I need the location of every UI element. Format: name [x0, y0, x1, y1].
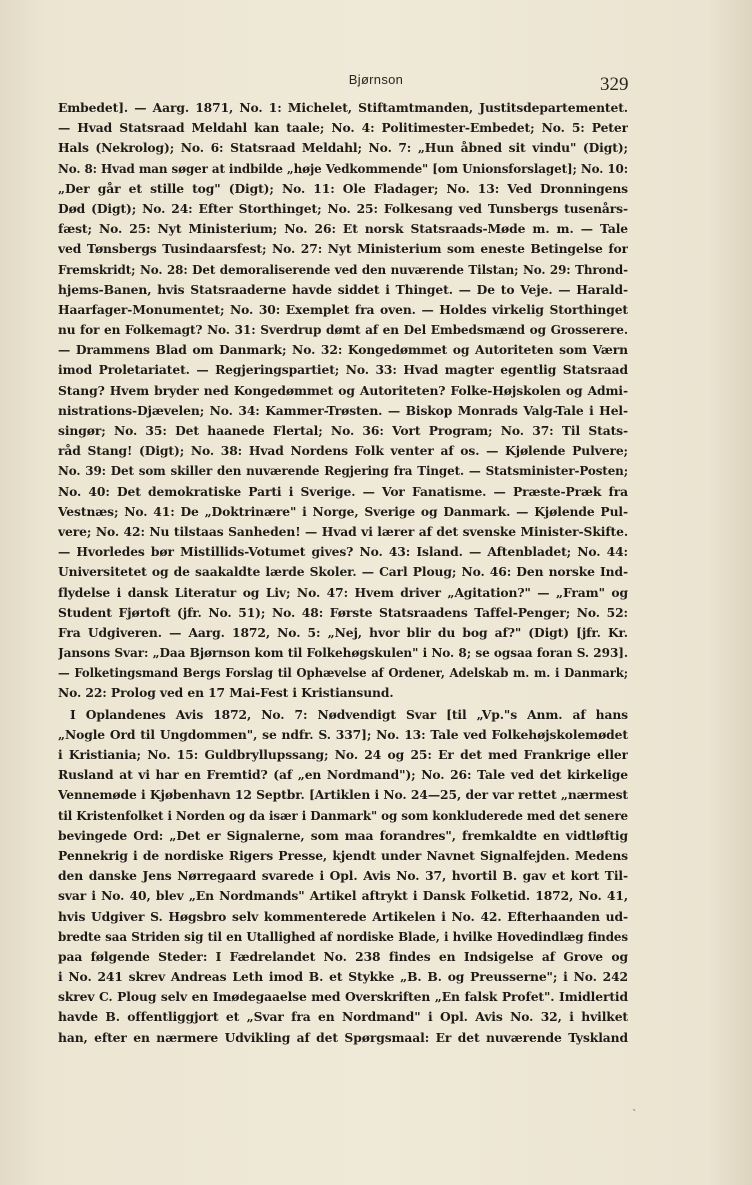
text-line: i Kristiania; No. 15: Guldbryllupssang; No. 24 og 25: Er det med Frankrige eller [58, 747, 628, 762]
text-line: — Hvorledes bør Mistillids-Votumet gives? No. 43: Island. — Aftenbladet; No. 44: [58, 544, 628, 560]
text-line: Fra Udgiveren. — Aarg. 1872, No. 5: „Nej, hvor blir du bog af?" (Digt) [jfr. Kr. [58, 624, 628, 640]
text-line: „Der går et stille tog" (Digt); No. 11: Ole Fladager; No. 13: Ved Dronningens [58, 180, 628, 196]
text-line: til Kristenfolket i Norden og da især i Danmark" og som konkluderede med det senere [58, 808, 628, 823]
text-line: nistrations-Djævelen; No. 34: Kammer-Trøsten. — Biskop Monrads Valg-Tale i Hel- [58, 402, 628, 418]
text-line: den danske Jens Nørregaard svarede i Opl. Avis No. 37, hvortil B. gav et kort Til- [58, 868, 628, 884]
text-line: Hals (Nekrolog); No. 6: Statsraad Meldahl; No. 7: „Hun åbned sit vindu" (Digt); [58, 140, 628, 156]
text-line: Stang? Hvem bryder ned Kongedømmet og Autoriteten? Folke-Højskolen og Admi- [58, 382, 628, 398]
text-line: hvis Udgiver S. Høgsbro selv kommenterede Artikelen i No. 42. Efterhaanden ud- [58, 908, 628, 924]
text-line: Universitetet og de saakaldte lærde Skoler. — Carl Ploug; No. 46: Den norske Ind- [58, 564, 628, 580]
text-line: fæst; No. 25: Nyt Ministerium; No. 26: Et norsk Statsraads-Møde m. m. — Tale [58, 221, 628, 237]
page-number: 329 [600, 74, 629, 95]
text-line: No. 8: Hvad man søger at indbilde „høje Vedkommende" [om Unionsforslaget]; No. 10: [58, 161, 628, 176]
text-line: skrev C. Ploug selv en Imødegaaelse med Overskriften „En falsk Profet". Imidlertid [58, 989, 628, 1005]
text-line: råd Stang! (Digt); No. 38: Hvad Nordens Folk venter af os. — Kjølende Pulvere; [58, 443, 628, 459]
paragraph-bibliography-1871 [58, 98, 628, 704]
text-line: havde B. offentliggjort et „Svar fra en Nordmand" i Opl. Avis No. 32, i hvilket [58, 1009, 628, 1025]
text-line: hjems-Banen, hvis Statsraaderne havde siddet i Thinget. — De to Veje. — Harald- [58, 281, 628, 297]
text-line: svar i No. 40, blev „En Nordmands" Artikel aftrykt i Dansk Folketid. 1872, No. 41, [58, 888, 628, 904]
text-line: bredte saa Striden sig til en Utallighed af nordiske Blade, i hvilke Hovedindlæg findes [58, 929, 628, 944]
text-line: No. 22: Prolog ved en 17 Mai-Fest i Kristiansund. [58, 685, 394, 701]
text-line: imod Proletariatet. — Regjeringspartiet; No. 33: Hvad magter egentlig Statsraad [58, 362, 628, 378]
text-line: No. 40: Det demokratiske Parti i Sverige. — Vor Fanatisme. — Præste-Præk fra [58, 483, 628, 499]
text-line: „Nogle Ord til Ungdommen", se ndfr. S. 337]; No. 13: Tale ved Folkehøjskolemødet [58, 726, 628, 742]
text-line: ved Tønsbergs Tusindaarsfest; No. 27: Nyt Ministerium som eneste Betingelse for [58, 241, 628, 257]
text-line: — Hvad Statsraad Meldahl kan taale; No. 4: Politimester-Embedet; No. 5: Peter [58, 120, 628, 136]
body-text [58, 98, 628, 1048]
text-line: flydelse i dansk Literatur og Liv; No. 47: Hvem driver „Agitation?" — „Fram" og [58, 584, 628, 600]
text-line: paa følgende Steder: I Fædrelandet No. 238 findes en Indsigelse af Grove og [58, 948, 628, 964]
text-line: Pennekrig i de nordiske Rigers Presse, kjendt under Navnet Signalfejden. Medens [58, 847, 628, 863]
text-line: No. 39: Det som skiller den nuværende Regjering fra Tinget. — Statsminister-Posten; [58, 464, 628, 479]
paragraph-oplandenes-avis [58, 705, 628, 1048]
text-line: — Folketingsmand Bergs Forslag til Ophævelse af Ordener, Adelskab m. m. i Danmark; [58, 666, 628, 681]
text-line: han, efter en nærmere Udvikling af det Spørgsmaal: Er det nuværende Tyskland [58, 1029, 628, 1045]
text-line: — Drammens Blad om Danmark; No. 32: Kongedømmet og Autoriteten som Værn [58, 342, 628, 358]
text-line: I Oplandenes Avis 1872, No. 7: Nødvendigt Svar [til „Vp."s Anm. af hans [70, 706, 628, 722]
text-line: nu for en Folkemagt? No. 31: Sverdrup dømt af en Del Embedsmænd og Grosserere. [58, 323, 628, 338]
text-line: Embedet]. — Aarg. 1871, No. 1: Michelet, Stiftamtmanden, Justitsdepartementet. [58, 100, 628, 115]
text-line: Fremskridt; No. 28: Det demoraliserende ved den nuværende Tilstan; No. 29: Thrond- [58, 262, 628, 277]
text-line: Haarfager-Monumentet; No. 30: Exemplet fra oven. — Holdes virkelig Storthinget [58, 301, 628, 317]
text-line: i No. 241 skrev Andreas Leth imod B. et Stykke „B. B. og Preusserne"; i No. 242 [58, 969, 628, 985]
text-line: Vennemøde i Kjøbenhavn 12 Septbr. [Artiklen i No. 24—25, der var rettet „nærmest [58, 787, 628, 803]
text-line: Død (Digt); No. 24: Efter Storthinget; No. 25: Folkesang ved Tunsbergs tusenårs- [58, 200, 628, 216]
margin-speck: ` [632, 1108, 638, 1121]
text-line: Jansons Svar: „Daa Bjørnson kom til Folkehøgskulen" i No. 8; se ogsaa foran S. 293]. [58, 646, 628, 661]
running-header-author: Bjørnson [348, 72, 404, 87]
text-line: vere; No. 42: Nu tilstaas Sanheden! — Hvad vi lærer af det svenske Minister-Skifte. [58, 523, 628, 539]
text-line: Vestnæs; No. 41: De „Doktrinære" i Norge, Sverige og Danmark. — Kjølende Pul- [58, 503, 628, 519]
text-line: Student Fjørtoft (jfr. No. 51); No. 48: Første Statsraadens Taffel-Penger; No. 52: [58, 604, 628, 620]
text-line: Rusland at vi har en Fremtid? (af „en Nordmand"); No. 26: Tale ved det kirkelige [58, 767, 628, 783]
text-line: singør; No. 35: Det haanede Flertal; No. 36: Vort Program; No. 37: Til Stats- [58, 423, 628, 438]
text-line: bevingede Ord: „Det er Signalerne, som maa forandres", fremkaldte en vidtløftig [58, 827, 628, 843]
